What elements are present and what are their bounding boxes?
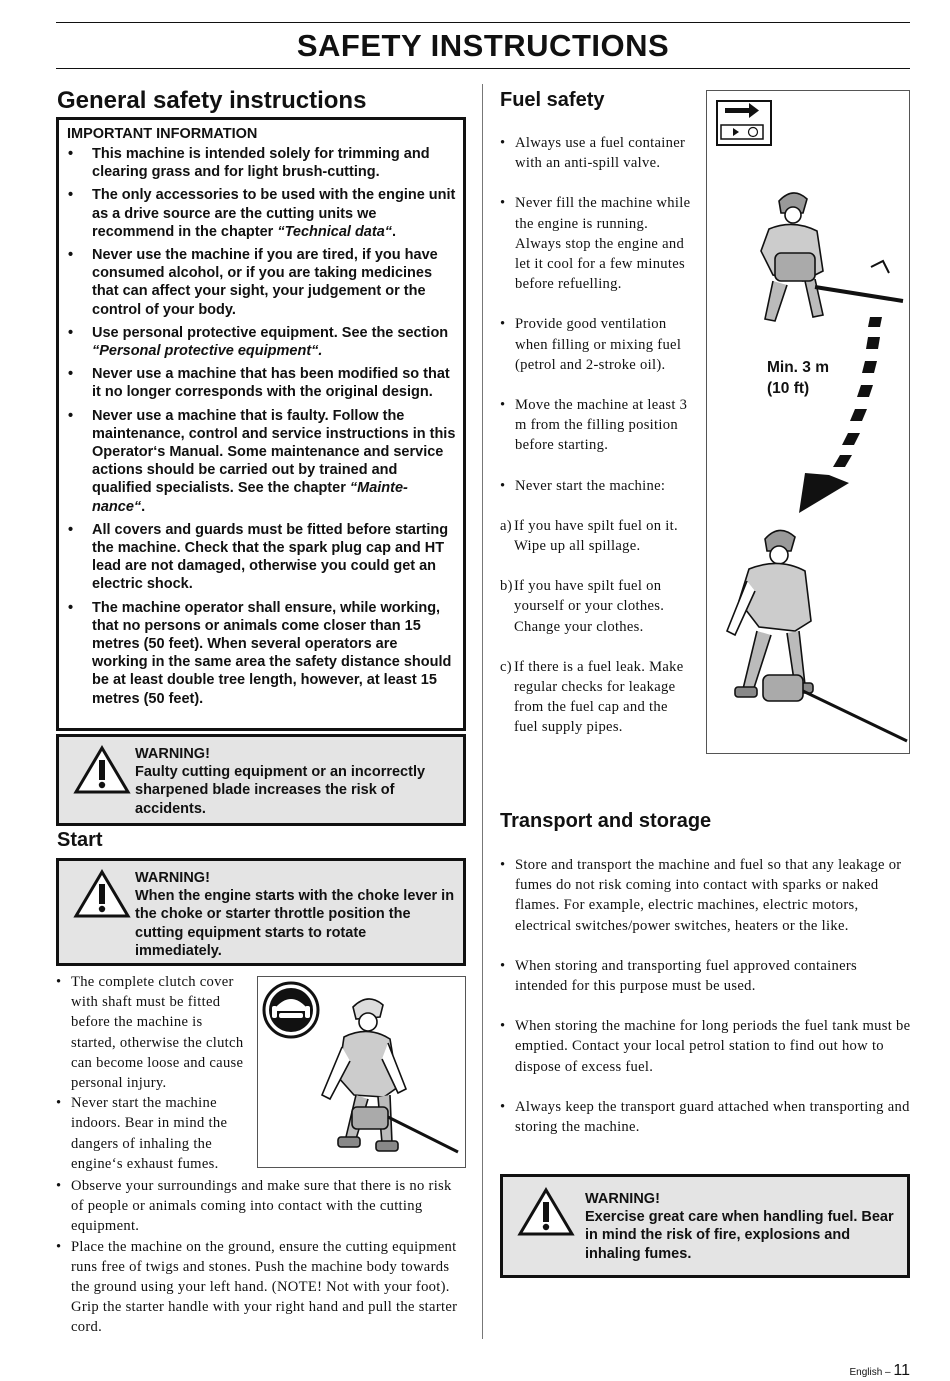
start-wide-bullets [56, 1176, 466, 1338]
column-divider [482, 84, 483, 1339]
warning-text: Faulty cutting equipment or an incorrectly sharpened blade increases the risk of accidents. [135, 764, 426, 817]
list-item: b) If you have spilt fuel on yourself or your clothes. Change your clothes. [500, 578, 665, 635]
important-title: IMPORTANT INFORMATION [67, 126, 258, 142]
start-narrow-bullets [56, 972, 248, 1174]
list-item: • Never start the machine: [500, 476, 695, 496]
important-list [59, 145, 463, 708]
footer-language: English – [849, 1367, 891, 1378]
fuel-distance-figure [706, 90, 910, 754]
distance-label-imperial: (10 ft) [767, 380, 810, 397]
transport-bullets [500, 855, 912, 1137]
warning-text: Exercise great care when handling fuel. Bear in mind the risk of fire, explosions and inhaling fumes. [585, 1209, 894, 1262]
page-footer [849, 1362, 910, 1380]
fuel-bullets [500, 133, 695, 738]
list-item: • Never use the machine if you are tired, if you have consumed alcohol, or if you are taking medicines that can affect your sight, your judgement or the control of your body. [67, 246, 457, 319]
start-heading: Start [57, 829, 103, 851]
transport-storage-heading: Transport and storage [500, 810, 712, 832]
list-item: • All covers and guards must be fitted before starting the machine. Check that the spark plug cap and HT lead are not damaged, otherwise you could get an electric shock. [67, 521, 457, 594]
list-item: • Move the machine at least 3 m from the filling position before starting. [500, 395, 695, 456]
title-rule [56, 68, 910, 69]
list-item: • The machine operator shall ensure, while working, that no persons or animals come closer than 15 metres (50 feet). When several operators are working in the same area the safety distance should be at least double tree length, however, at least 15 metres (50 feet). [67, 599, 457, 708]
page-number: 11 [893, 1362, 910, 1379]
list-item: • When storing the machine for long periods the fuel tank must be emptied. Contact your local petrol station to find out how to dispose of excess fuel. [500, 1016, 912, 1077]
important-information-box [56, 117, 466, 731]
warning-triangle-icon [73, 745, 131, 795]
warning-box-fuel [500, 1174, 910, 1278]
warning-box-start [56, 858, 466, 966]
top-rule [56, 22, 910, 23]
warning-triangle-icon [73, 869, 131, 919]
warning-text: When the engine starts with the choke lever in the choke or starter throttle position the cutting equipment starts to rotate immediately. [135, 888, 455, 959]
list-item: a) If you have spilt fuel on it. Wipe up all spillage. [500, 517, 678, 555]
list-item: • Never use a machine that is faulty. Follow the maintenance, control and service instructions in this Operator‘s Manual. Some maintenance and service actions should be carried out by trained and qualified specialists. See the chapter “Mainte-nance“. [67, 407, 457, 516]
list-item: • When storing and transporting fuel approved containers intended for this purpose must be used. [500, 956, 912, 996]
warning-box-cutting-equipment [56, 734, 466, 826]
list-item: • Never fill the machine while the engine is running. Always stop the engine and let it cool for a few minutes before refuelling. [500, 193, 695, 294]
list-item: • Place the machine on the ground, ensure the cutting equipment runs free of twigs and stones. Push the machine body towards the ground using your left hand. (NOTE! Not with your foot). Grip the starter handle with your right hand and pull the starter cord. [56, 1237, 466, 1338]
warning-triangle-icon [517, 1187, 575, 1237]
list-item: • The complete clutch cover with shaft must be fitted before the machine is started, otherwise the clutch can become loose and cause personal injury. [56, 972, 248, 1093]
refuel-distance-illustration [707, 91, 909, 753]
distance-label-metric: Min. 3 m [767, 359, 830, 376]
list-item: • Provide good ventilation when filling or mixing fuel (petrol and 2-stroke oil). [500, 314, 695, 375]
list-item: • Use personal protective equipment. See the section “Personal protective equipment“. [67, 324, 457, 360]
fuel-safety-heading: Fuel safety [500, 89, 605, 111]
warning-label: WARNING! [135, 746, 210, 762]
list-item: • Always use a fuel container with an anti-spill valve. [500, 133, 695, 173]
list-item: • Store and transport the machine and fuel so that any leakage or fumes do not risk coming into contact with sparks or naked flames. For example, electric machines, electric motors, electrical switches/power switches, heaters or the like. [500, 855, 912, 936]
list-item: • This machine is intended solely for trimming and clearing grass and for light brush-cutting. [67, 145, 457, 181]
general-safety-heading: General safety instructions [57, 87, 367, 114]
list-item: • Never start the machine indoors. Bear in mind the dangers of inhaling the engine‘s exhaust fumes. [56, 1093, 248, 1174]
list-item: • Observe your surroundings and make sure that there is no risk of people or animals coming into contact with the cutting equipment. [56, 1176, 466, 1237]
warning-label: WARNING! [585, 1191, 660, 1207]
list-item: c) If there is a fuel leak. Make regular checks for leakage from the fuel cap and the fuel supply pipes. [500, 658, 684, 736]
list-item: • The only accessories to be used with the engine unit as a drive source are the cutting units we recommend in the chapter “Technical data“. [67, 186, 457, 241]
start-figure [257, 976, 466, 1168]
list-item: • Never use a machine that has been modified so that it no longer corresponds with the original design. [67, 365, 457, 401]
page-title: SAFETY INSTRUCTIONS [296, 28, 670, 63]
protective-equipment-icon [264, 983, 318, 1037]
engine-stop-icon [721, 125, 763, 139]
operator-starting-machine-illustration [258, 977, 465, 1167]
list-item: • Always keep the transport guard attached when transporting and storing the machine. [500, 1097, 912, 1137]
warning-label: WARNING! [135, 870, 210, 886]
